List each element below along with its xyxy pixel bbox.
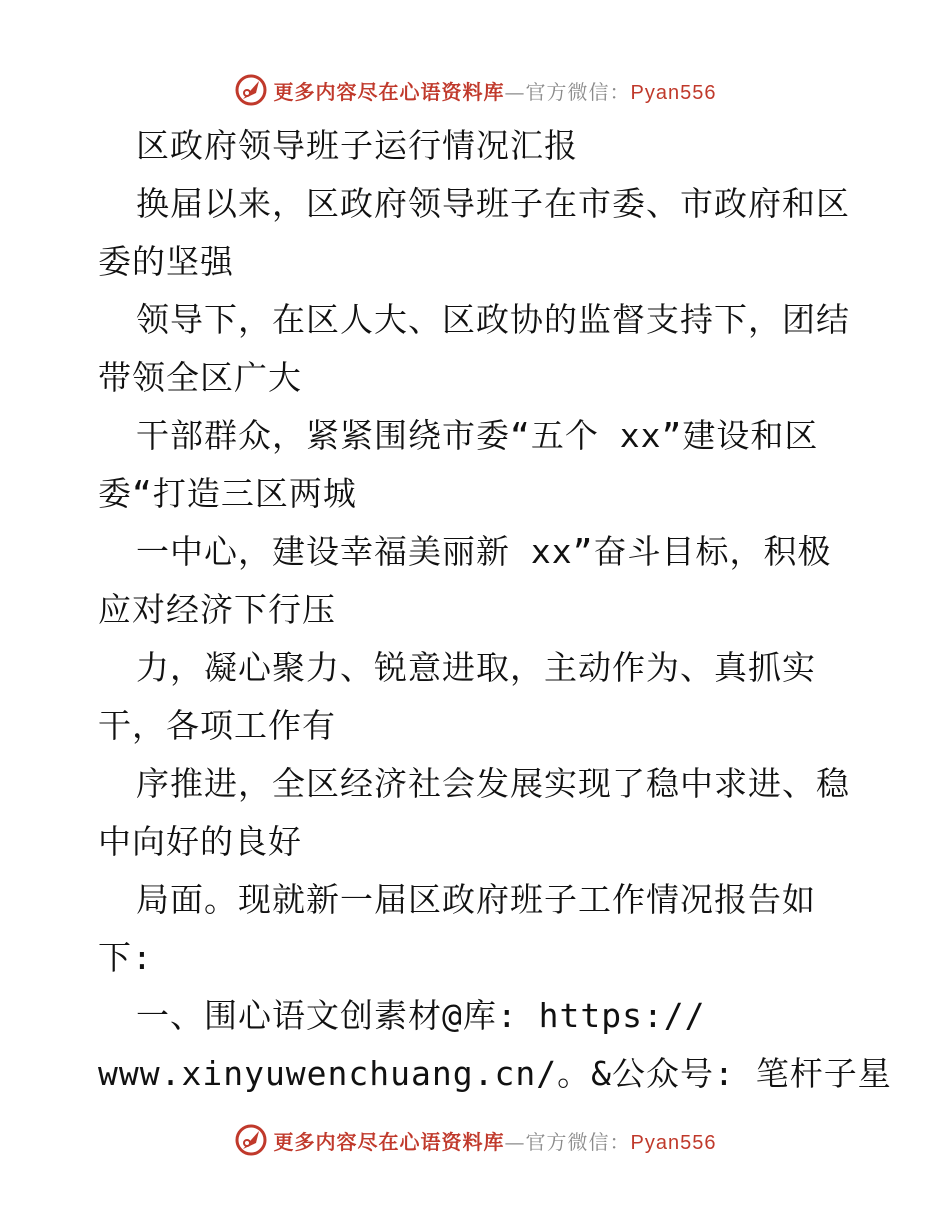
quill-logo-icon [234, 73, 268, 107]
paragraph-line: 力，凝心聚力、锐意进取，主动作为、真抓实 [136, 648, 816, 687]
watermark-header [0, 70, 950, 110]
paragraph-line: 委“打造三区两城 [98, 474, 357, 513]
section-heading: 一、围心语文创素材@库: https:// [136, 996, 706, 1035]
paragraph-line: 一中心，建设幸福美丽新 xx”奋斗目标，积极 [136, 532, 832, 571]
paragraph-line: 应对经济下行压 [98, 590, 336, 629]
paragraph-line: 局面。现就新一届区政府班子工作情况报告如 [136, 880, 816, 919]
paragraph-line: 换届以来，区政府领导班子在市委、市政府和区 [136, 184, 850, 223]
watermark-footer [0, 1120, 950, 1160]
paragraph-line: 干，各项工作有 [98, 706, 336, 745]
paragraph-line: 中向好的良好 [98, 822, 302, 861]
quill-logo-icon [234, 1123, 268, 1157]
document-title: 区政府领导班子运行情况汇报 [136, 126, 578, 165]
paragraph-line: 下: [98, 938, 153, 977]
paragraph-line: 序推进，全区经济社会发展实现了稳中求进、稳 [136, 764, 850, 803]
paragraph-line: 领导下，在区人大、区政协的监督支持下，团结 [136, 300, 850, 339]
paragraph-line: 干部群众，紧紧围绕市委“五个 xx”建设和区 [136, 416, 819, 455]
watermark-text: 更多内容尽在心语资料库—官方微信：Pyan556 [273, 1129, 717, 1154]
document-body [98, 117, 892, 1103]
watermark-text: 更多内容尽在心语资料库—官方微信：Pyan556 [273, 79, 717, 104]
paragraph-line: 带领全区广大 [98, 358, 302, 397]
url-line: www.xinyuwenchuang.cn/。&公众号: 笔杆子星 [98, 1054, 892, 1093]
paragraph-line: 委的坚强 [98, 242, 234, 281]
